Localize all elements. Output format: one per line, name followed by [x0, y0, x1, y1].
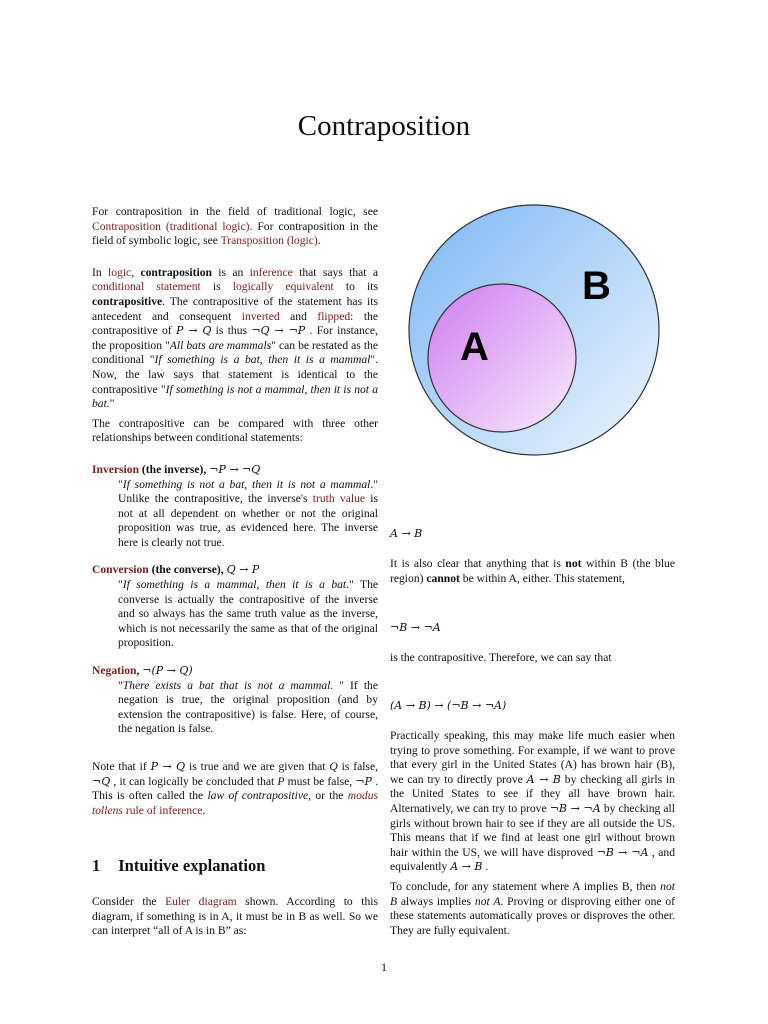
link-conversion[interactable]: Conversion	[92, 563, 149, 577]
formula-equivalence: (A → B) → (¬B → ¬A)	[390, 699, 507, 712]
left-column-bottom	[92, 895, 378, 939]
euler-diagram	[396, 200, 666, 462]
clear-paragraph: It is also clear that anything that is not within B (the blue region) cannot be within A, either. This statement,	[390, 557, 675, 585]
set-a-label: A	[460, 325, 489, 369]
link-negation[interactable]: Negation	[92, 664, 137, 678]
link-inversion[interactable]: Inversion	[92, 462, 140, 476]
inversion-definition: Inversion (the inverse), ¬P → ¬Q "If something is not a bat, then it is not a mammal." Unlike the contrapositive, the inverse's truth value is not at all dependent on whether or not the original proposition was true, as evidenced here. The inverse here is clearly not true.	[92, 462, 378, 549]
page-number: 1	[381, 960, 387, 974]
link-truth-value[interactable]: truth value	[312, 492, 366, 506]
note-paragraph: Note that if P → Q is true and we are given that Q is false, ¬Q , it can logically be concluded that P must be false, ¬P . This is often called the law of contrapositive, or the modus tollens rule of inference.	[92, 760, 379, 817]
formula-a-implies-b: A → B	[390, 527, 423, 540]
set-a-circle	[428, 284, 576, 432]
set-b-label: B	[582, 264, 611, 308]
consider-paragraph: Consider the Euler diagram shown. According to this diagram, if something is in A, it must be in B as well. So we can interpret “all of A is in B” as:	[92, 895, 378, 938]
link-logically-equivalent[interactable]: logically equivalent	[232, 280, 334, 294]
conclusion-paragraph: To conclude, for any statement where A implies B, then not B always implies not A. Proving or disproving either one of these statements automatically proves or disproves the other. They are fully equivalent.	[390, 879, 675, 937]
link-inference[interactable]: inference	[249, 265, 293, 279]
contrapositive-line: is the contrapositive. Therefore, we can say that	[390, 651, 612, 664]
conversion-definition: Conversion (the converse), Q → P "If something is a mammal, then it is a bat." The converse is actually the contrapositive of the inverse and so always has the same truth value as the inverse, which is not necessarily the same as that of the original proposition.	[92, 563, 379, 650]
link-inverted[interactable]: inverted	[241, 309, 280, 323]
compare-paragraph: The contrapositive can be compared with three other relationships between conditional statements:	[92, 416, 378, 445]
page-title: Contraposition	[297, 110, 471, 142]
link-modus-tollens[interactable]: modus tollens	[92, 789, 379, 817]
link-flipped[interactable]: flipped	[317, 309, 351, 323]
left-column-top	[92, 205, 378, 818]
formula-not-b-implies-not-a: ¬B → ¬A	[390, 621, 441, 634]
practical-paragraph: Practically speaking, this may make life much easier when trying to prove something. For example, if we want to prove that every girl in the United States (A) has brown hair (B), we can try to directly prove A → B by checking all girls in the United States to see if they all have brown hair. Alternatively, we can try to prove ¬B → ¬A by checking all girls without brown hair to see if they are all outside the US. This means that if we find at least one girl without brown hair within the US, we will have disproved ¬B → ¬A , and equivalently A → B . To conclude, for any statement where A implies B, then not B always implies not A. Proving or disproving either one of these statements automatically proves or disproves the other. They are fully equivalent.	[390, 729, 676, 937]
link-euler-diagram[interactable]: Euler diagram	[165, 895, 237, 908]
section-heading: 1 Intuitive explanation	[92, 856, 266, 875]
link-conditional-statement[interactable]: conditional statement	[92, 280, 201, 294]
intro-paragraph: In logic, contraposition is an inference that says that a conditional statement is logically equivalent to its contrapositive. The contrapositive of the statement has its antecedent and consequent inverted and flipped: the contrapositive of P → Q is thus ¬Q → ¬P . For instance, the proposition "All bats are mammals" can be restated as the conditional "If something is a bat, then it is a mammal". Now, the law says that statement is identical to the contrapositive "If something is not a mammal, then it is not a bat."	[92, 265, 379, 411]
negation-definition: Negation, ¬(P → Q) "There exists a bat that is not a mammal. " If the negation is true, the original proposition (and by extension the contrapositive) is false. Here, of course, the negation is false.	[92, 664, 378, 736]
link-logic[interactable]: logic	[108, 265, 132, 279]
link-rule-of-inference[interactable]: rule of inference	[125, 803, 203, 817]
link-contraposition-traditional[interactable]: Contraposition (traditional logic)	[92, 219, 250, 233]
hatnote: For contraposition in the field of traditional logic, see Contraposition (traditional logic). For contraposition in the field of symbolic logic, see Transposition (logic).	[92, 205, 378, 248]
link-transposition-logic[interactable]: Transposition (logic)	[220, 234, 318, 248]
